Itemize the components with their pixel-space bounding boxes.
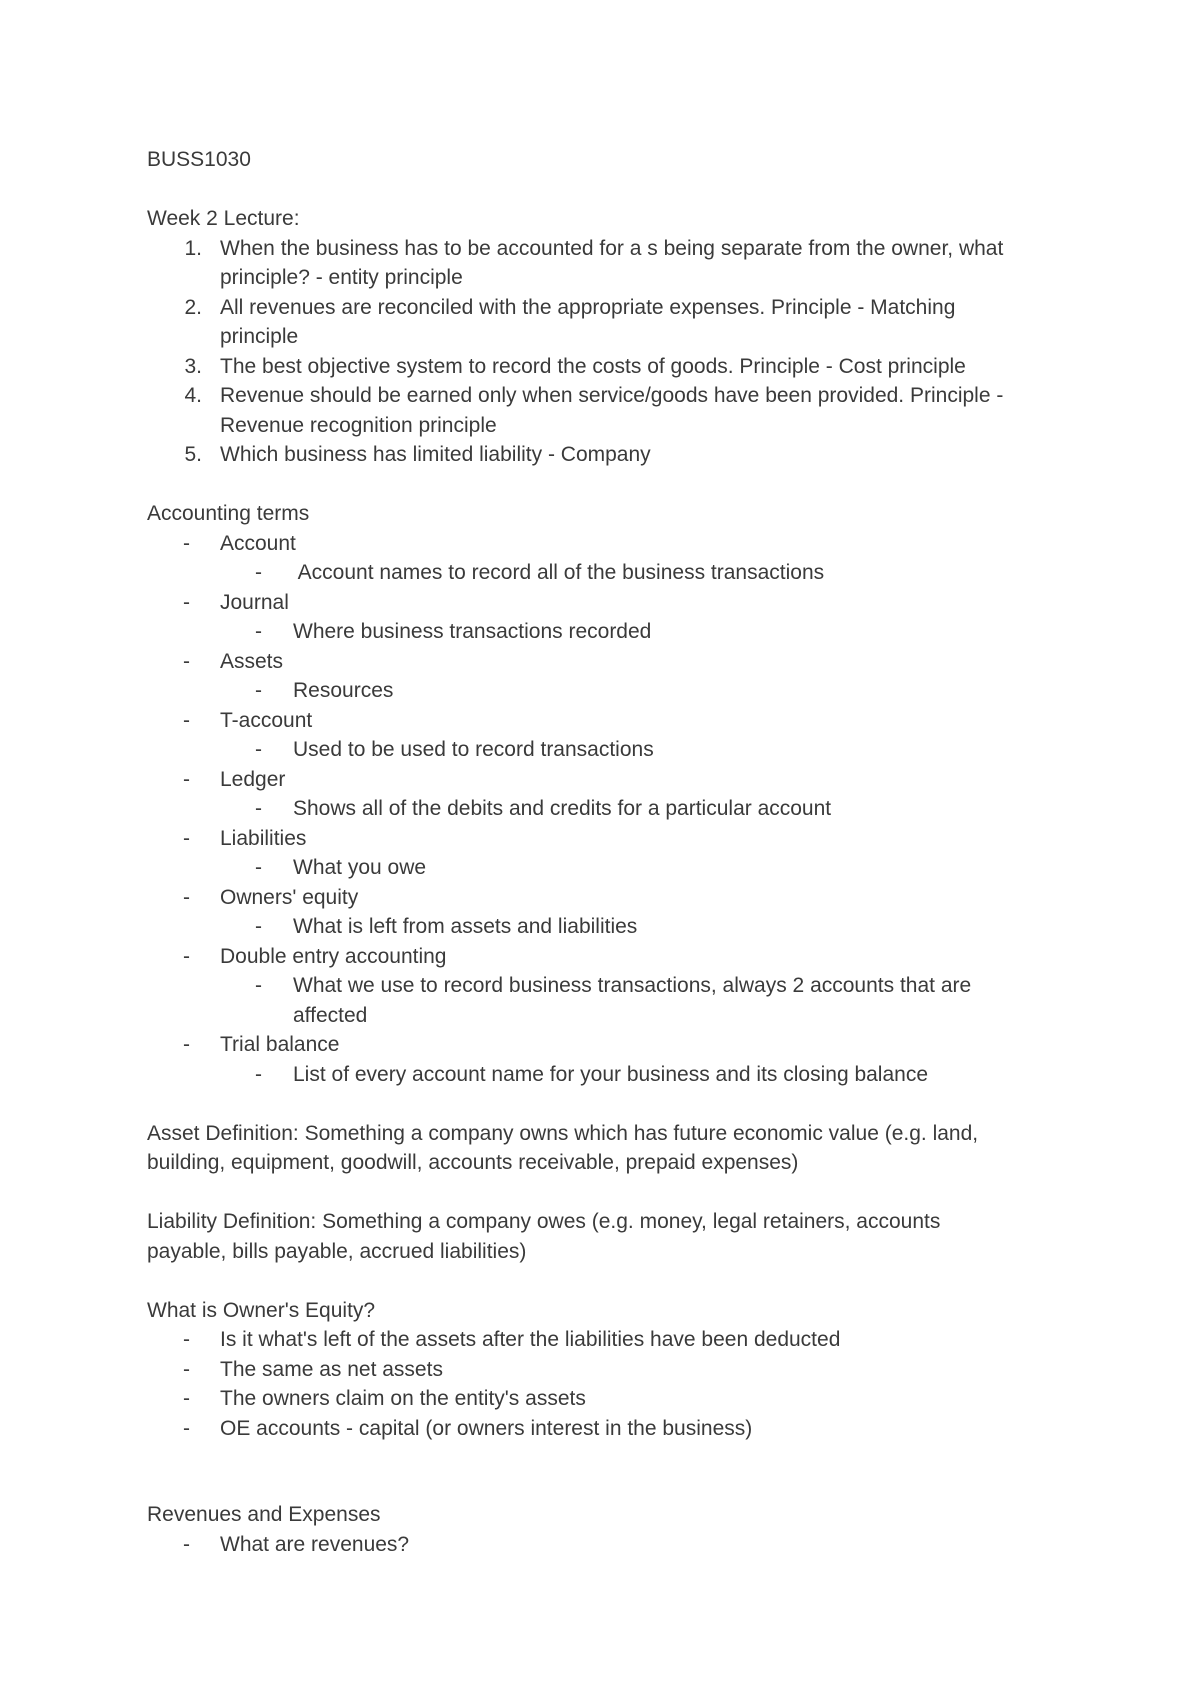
- term-description: Resources: [293, 679, 394, 702]
- dash-bullet: -: [183, 590, 190, 614]
- document-content: [147, 145, 1077, 1559]
- term-label: Owners' equity: [220, 885, 359, 909]
- owners-equity-heading: What is Owner's Equity?: [147, 1298, 376, 1322]
- term-label: Ledger: [220, 767, 286, 791]
- dash-bullet: -: [255, 679, 262, 702]
- list-item: 3. The best objective system to record the costs of goods. Principle - Cost principle: [147, 352, 1077, 382]
- dash-bullet: -: [183, 767, 190, 791]
- dash-bullet: -: [255, 915, 262, 938]
- term-item: [147, 588, 1077, 647]
- term-item: [147, 706, 1077, 765]
- list-item: 1. When the business has to be accounted for a s being separate from the owner, what principle? - entity principle: [147, 234, 1077, 293]
- term-item: [147, 942, 1077, 1031]
- terms-heading: Accounting terms: [147, 502, 310, 525]
- dash-bullet: -: [183, 1033, 190, 1056]
- dash-bullet: -: [183, 1328, 190, 1351]
- term-item: [147, 1030, 1077, 1089]
- dash-bullet: -: [183, 1416, 190, 1440]
- term-description: affected: [293, 1003, 368, 1027]
- term-item: [147, 529, 1077, 588]
- list-number: 1.: [184, 236, 202, 260]
- term-description: Used to be used to record transactions: [293, 738, 654, 761]
- revenues-list: [147, 1530, 1077, 1560]
- dash-bullet: -: [183, 531, 190, 555]
- dash-bullet: -: [183, 649, 190, 673]
- dash-bullet: -: [183, 708, 190, 732]
- dash-bullet: -: [255, 797, 262, 820]
- term-item: [147, 765, 1077, 824]
- term-description: What is left from assets and liabilities: [293, 915, 638, 938]
- term-label: Liabilities: [220, 826, 307, 850]
- list-item: 5. Which business has limited liability - Company: [147, 440, 1077, 470]
- term-item: [147, 883, 1077, 942]
- dash-bullet: -: [255, 561, 262, 584]
- dash-bullet: -: [255, 1062, 262, 1086]
- dash-bullet: -: [183, 944, 190, 968]
- dash-bullet: -: [183, 885, 190, 909]
- dash-bullet: -: [255, 738, 262, 761]
- course-code: BUSS1030: [147, 148, 251, 171]
- list-item: 2. All revenues are reconciled with the appropriate expenses. Principle - Matching principle: [147, 293, 1077, 352]
- terms-list: [147, 529, 1077, 1090]
- revenues-heading: Revenues and Expenses: [147, 1503, 381, 1526]
- dash-bullet: -: [183, 826, 190, 850]
- list-item: 4. Revenue should be earned only when service/goods have been provided. Principle - Revenue recognition principle: [147, 381, 1077, 440]
- liability-definition: Liability Definition: Something a company owes (e.g. money, legal retainers, accounts payable, bills payable, accrued liabilities): [147, 1210, 941, 1263]
- dash-bullet: -: [183, 1387, 190, 1410]
- list-number: 2.: [184, 295, 202, 319]
- term-label: T-account: [220, 708, 313, 732]
- list-item: - What are revenues?: [147, 1530, 1077, 1560]
- list-item: - The owners claim on the entity's assets: [147, 1384, 1077, 1414]
- term-label: Trial balance: [220, 1033, 340, 1056]
- dash-bullet: -: [183, 1532, 190, 1556]
- dash-bullet: -: [255, 856, 262, 879]
- term-description: Account names to record all of the business transactions: [293, 561, 825, 584]
- dash-bullet: -: [183, 1357, 190, 1381]
- list-item: - OE accounts - capital (or owners interest in the business): [147, 1414, 1077, 1444]
- term-description: List of every account name for your business and its closing balance: [293, 1062, 929, 1086]
- term-description: What you owe: [293, 856, 427, 879]
- term-label: Journal: [220, 590, 289, 614]
- owners-equity-list: [147, 1325, 1077, 1443]
- dash-bullet: -: [255, 620, 262, 643]
- term-description: Where business transactions recorded: [293, 620, 652, 643]
- term-item: [147, 824, 1077, 883]
- term-label: Assets: [220, 649, 284, 673]
- term-item: [147, 647, 1077, 706]
- list-number: 5.: [184, 443, 202, 466]
- list-number: 3.: [184, 354, 202, 378]
- list-item: - Is it what's left of the assets after the liabilities have been deducted: [147, 1325, 1077, 1355]
- term-label: Account: [220, 531, 296, 555]
- list-item: - The same as net assets: [147, 1355, 1077, 1385]
- term-description: What we use to record business transactions, always 2 accounts that are: [293, 974, 972, 997]
- list-number: 4.: [184, 384, 202, 407]
- term-description: Shows all of the debits and credits for a particular account: [293, 797, 832, 820]
- asset-definition: Asset Definition: Something a company owns which has future economic value (e.g. land, building, equipment, goodwill, accounts receivable, prepaid expenses): [147, 1121, 979, 1174]
- lecture-list: [147, 234, 1077, 470]
- term-label: Double entry accounting: [220, 944, 447, 968]
- dash-bullet: -: [255, 974, 262, 997]
- week-heading: Week 2 Lecture:: [147, 207, 300, 230]
